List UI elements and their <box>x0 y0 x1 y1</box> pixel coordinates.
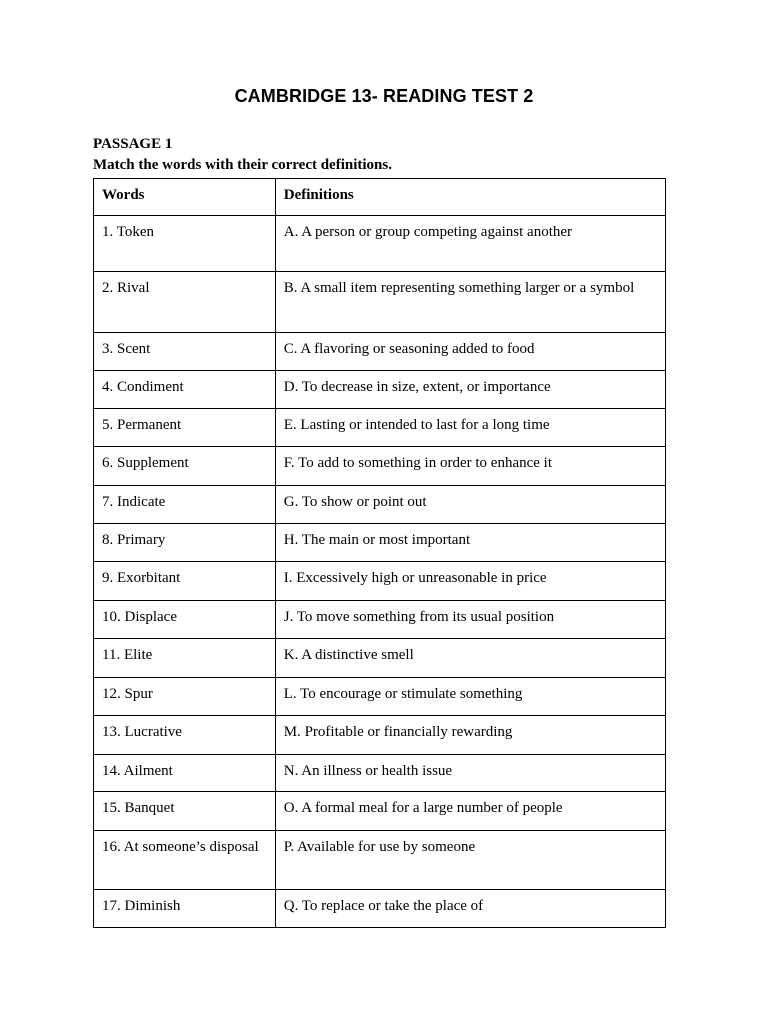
header-definitions: Definitions <box>275 179 665 216</box>
definition-cell: N. An illness or health issue <box>275 755 665 792</box>
page-title: CAMBRIDGE 13- READING TEST 2 <box>234 86 534 106</box>
table-row <box>94 639 666 678</box>
table-row <box>94 716 666 755</box>
matching-table <box>93 178 666 928</box>
definition-cell: K. A distinctive smell <box>275 639 665 678</box>
definition-cell: P. Available for use by someone <box>275 831 665 890</box>
word-cell: 11. Elite <box>94 639 276 678</box>
definition-cell: L. To encourage or stimulate something <box>275 678 665 716</box>
word-cell: 5. Permanent <box>94 409 276 447</box>
definition-cell: Q. To replace or take the place of <box>275 890 665 928</box>
table-row <box>94 216 666 272</box>
table-row <box>94 601 666 639</box>
definition-cell: I. Excessively high or unreasonable in price <box>275 562 665 601</box>
word-cell: 13. Lucrative <box>94 716 276 755</box>
table-row <box>94 272 666 333</box>
definition-cell: M. Profitable or financially rewarding <box>275 716 665 755</box>
definition-cell: G. To show or point out <box>275 486 665 524</box>
table-row <box>94 333 666 371</box>
table-row <box>94 755 666 792</box>
word-cell: 10. Displace <box>94 601 276 639</box>
definition-cell: C. A flavoring or seasoning added to food <box>275 333 665 371</box>
header-words: Words <box>94 179 276 216</box>
word-cell: 7. Indicate <box>94 486 276 524</box>
word-cell: 17. Diminish <box>94 890 276 928</box>
word-cell: 14. Ailment <box>94 755 276 792</box>
table-row <box>94 792 666 831</box>
table-row <box>94 890 666 928</box>
table-row <box>94 486 666 524</box>
word-cell: 15. Banquet <box>94 792 276 831</box>
table-body <box>94 216 666 928</box>
word-cell: 8. Primary <box>94 524 276 562</box>
instruction-text: Match the words with their correct definitions. <box>93 157 392 173</box>
table-row <box>94 409 666 447</box>
word-cell: 1. Token <box>94 216 276 272</box>
word-cell: 16. At someone’s disposal <box>94 831 276 890</box>
word-cell: 4. Condiment <box>94 371 276 409</box>
table-row <box>94 562 666 601</box>
definition-cell: A. A person or group competing against another <box>275 216 665 272</box>
definition-cell: H. The main or most important <box>275 524 665 562</box>
definition-cell: D. To decrease in size, extent, or importance <box>275 371 665 409</box>
word-cell: 2. Rival <box>94 272 276 333</box>
definition-cell: O. A formal meal for a large number of people <box>275 792 665 831</box>
word-cell: 6. Supplement <box>94 447 276 486</box>
definition-cell: E. Lasting or intended to last for a long time <box>275 409 665 447</box>
table-row <box>94 447 666 486</box>
passage-heading: PASSAGE 1 <box>93 136 173 152</box>
table-row <box>94 831 666 890</box>
word-cell: 9. Exorbitant <box>94 562 276 601</box>
word-cell: 3. Scent <box>94 333 276 371</box>
definition-cell: B. A small item representing something larger or a symbol <box>275 272 665 333</box>
table-row <box>94 524 666 562</box>
definition-cell: F. To add to something in order to enhance it <box>275 447 665 486</box>
table-header-row <box>94 179 666 216</box>
table-row <box>94 371 666 409</box>
word-cell: 12. Spur <box>94 678 276 716</box>
table-row <box>94 678 666 716</box>
definition-cell: J. To move something from its usual position <box>275 601 665 639</box>
